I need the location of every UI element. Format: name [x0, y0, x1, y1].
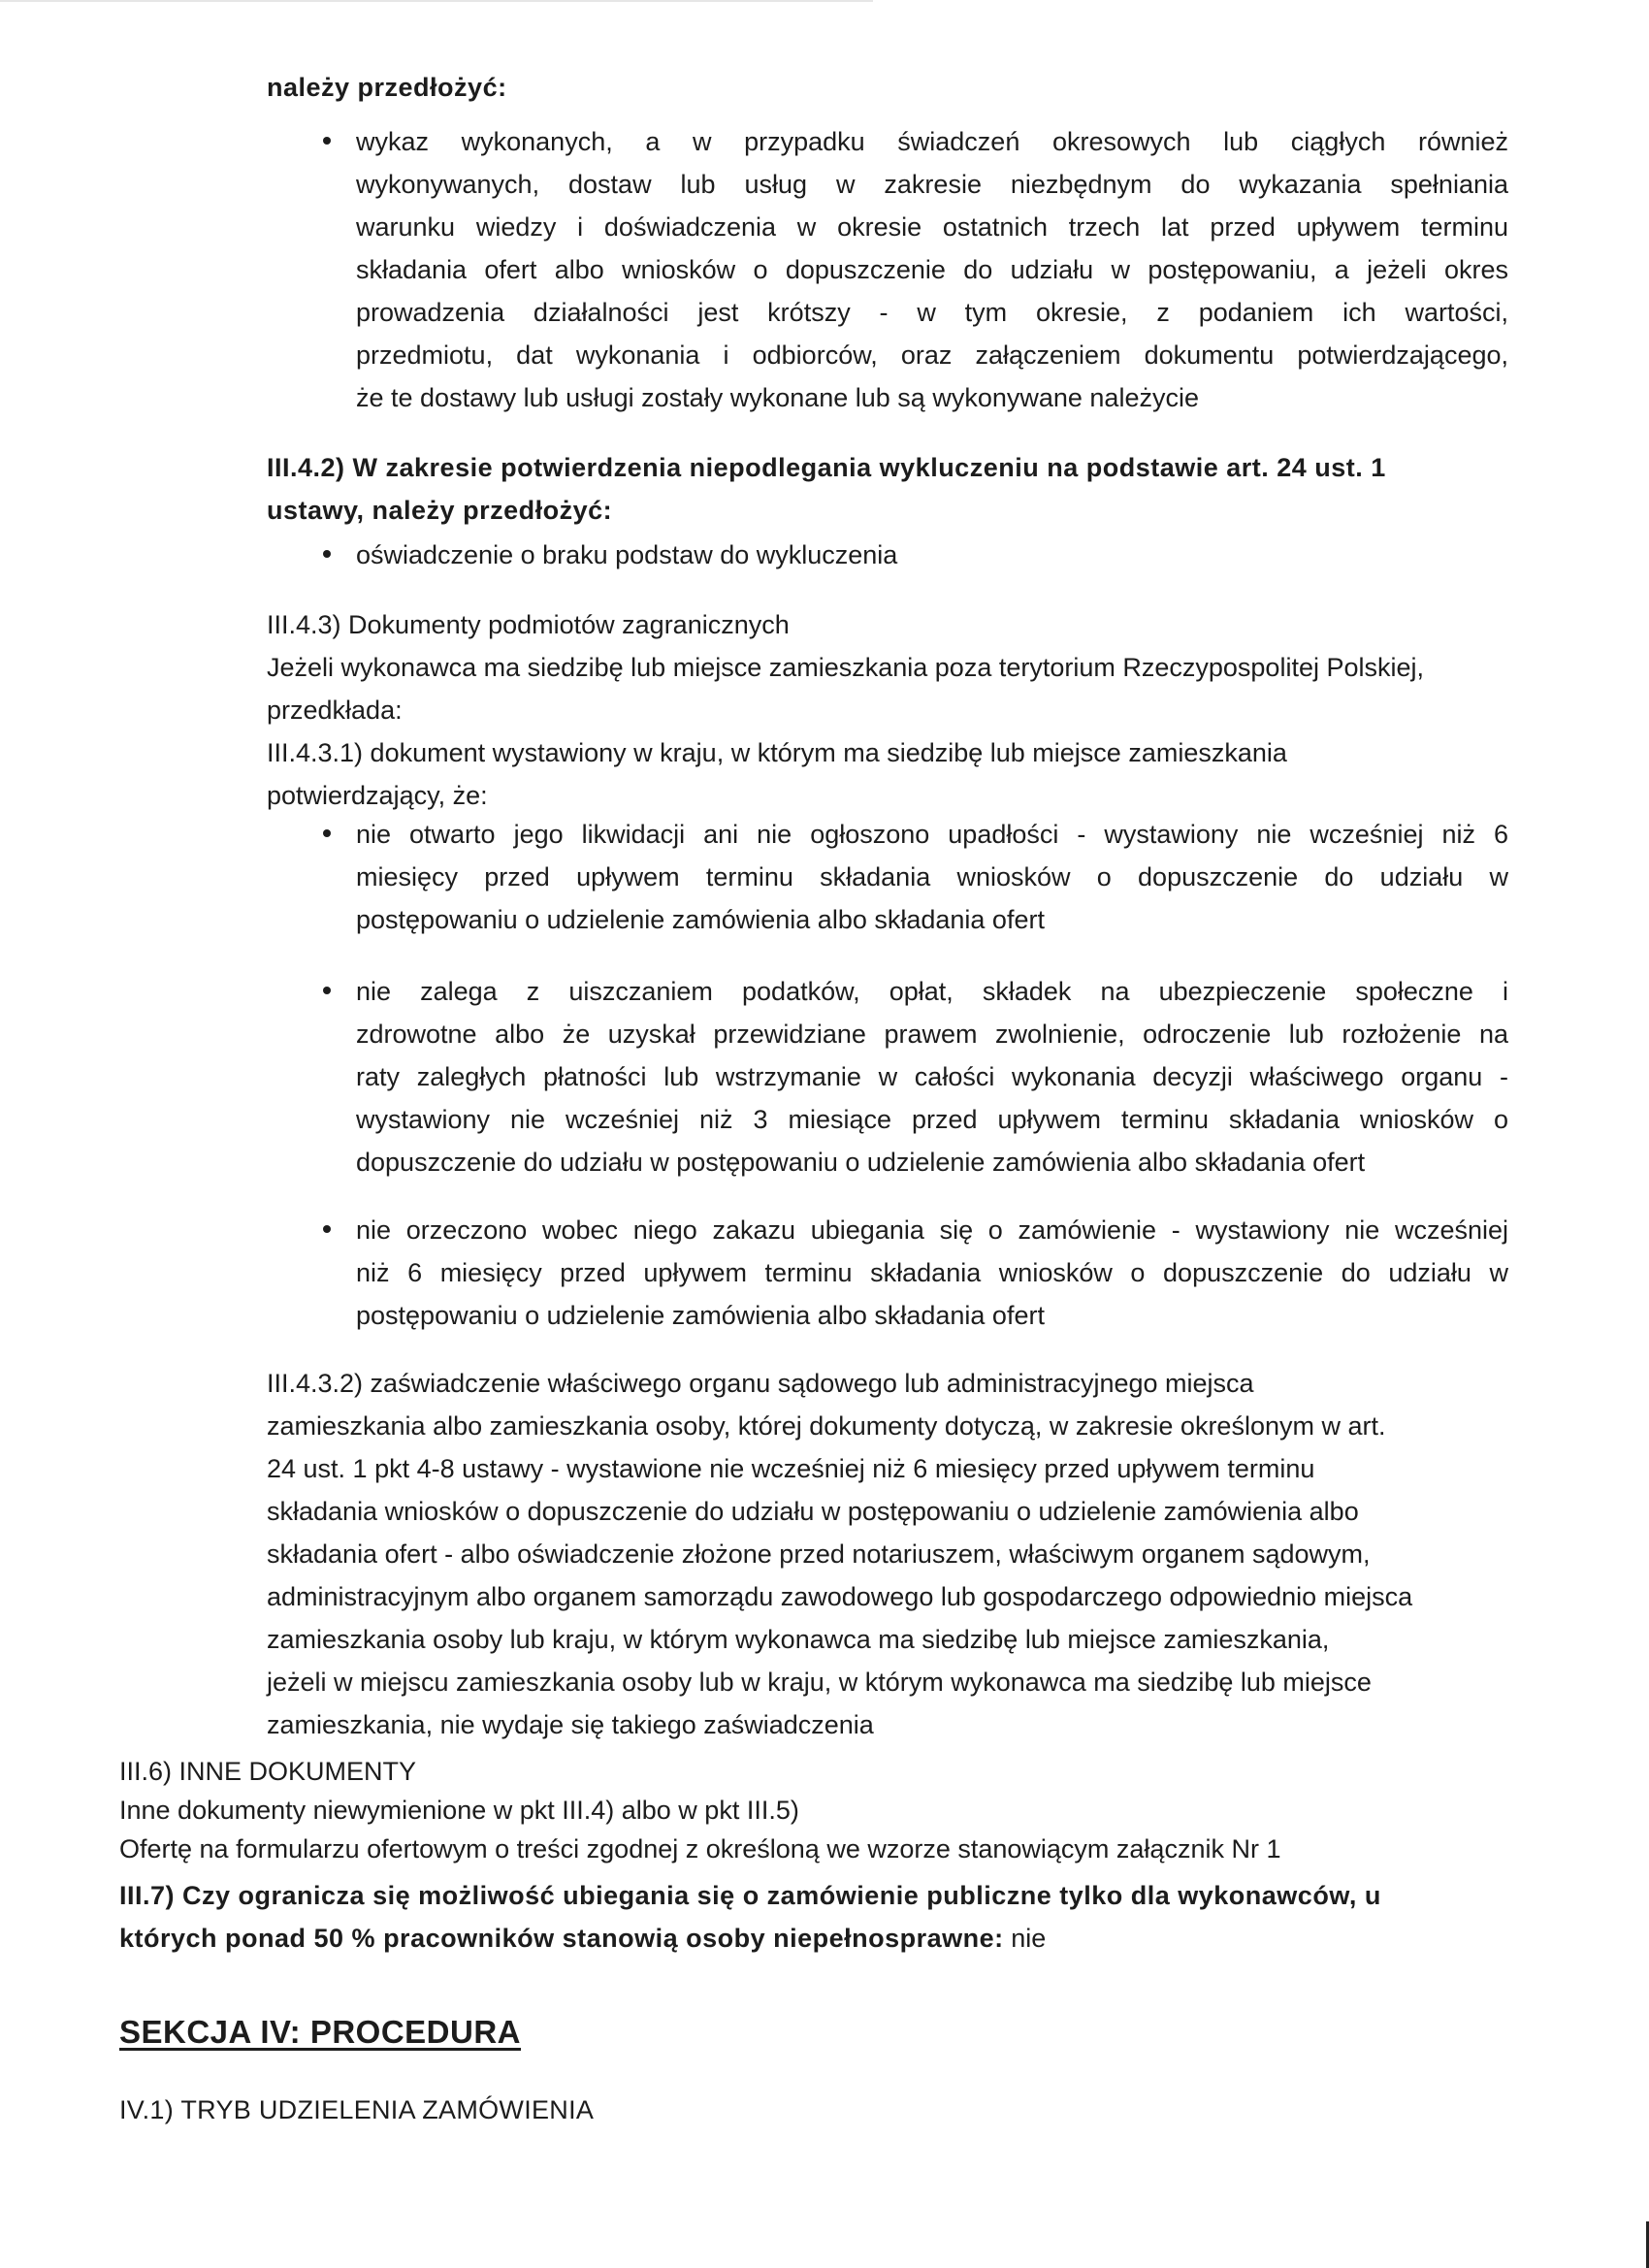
list-item-line: że te dostawy lub usługi zostały wykonane lub są wykonywane należycie	[356, 383, 1199, 412]
section-iii-7-question-cont	[119, 1917, 1555, 1960]
list-item-line: zdrowotne albo że uzyskał przewidziane prawem zwolnienie, odroczenie lub rozłożenie na	[356, 1020, 1508, 1049]
bullet-icon	[323, 137, 331, 145]
section-line: jeżeli w miejscu zamieszkania osoby lub w kraju, w którym wykonawca ma siedzibę lub miejsce	[267, 1668, 1372, 1697]
section-line: 24 ust. 1 pkt 4-8 ustawy - wystawione nie wcześniej niż 6 miesięcy przed upływem terminu	[267, 1454, 1315, 1483]
section-line: III.4.3.1) dokument wystawiony w kraju, w którym ma siedzibę lub miejsce zamieszkania	[267, 738, 1287, 767]
list-item-line: raty zaległych płatności lub wstrzymanie w całości wykonania decyzji właściwego organu -	[356, 1062, 1508, 1091]
bullet-icon	[323, 550, 331, 558]
list-item-line: prowadzenia działalności jest krótszy - w tym okresie, z podaniem ich wartości,	[356, 298, 1508, 327]
section-iii-4-3	[267, 603, 1528, 817]
section-iii-7	[119, 1874, 1555, 1960]
list-item-line: warunku wiedzy i doświadczenia w okresie ostatnich trzech lat przed upływem terminu	[356, 212, 1508, 242]
section-iii-4-2-heading: III.4.2) W zakresie potwierdzenia niepodlegania wykluczeniu na podstawie art. 24 ust. 1	[267, 453, 1386, 482]
section-iii-4-2-heading-cont: ustawy, należy przedłożyć:	[267, 496, 613, 525]
bullet-list-a	[315, 120, 1508, 419]
section-line: potwierdzający, że:	[267, 781, 488, 810]
list-item-line: postępowaniu o udzielenie zamówienia albo składania ofert	[356, 905, 1045, 934]
section-line: Inne dokumenty niewymienione w pkt III.4) albo w pkt III.5)	[119, 1796, 799, 1825]
section-line: III.4.3.2) zaświadczenie właściwego organu sądowego lub administracyjnego miejsca	[267, 1369, 1254, 1398]
section-iii-7-question-end: których ponad 50 % pracowników stanowią osoby niepełnosprawne:	[119, 1924, 1004, 1953]
section-iii-4-2	[267, 446, 1528, 532]
list-item-line: wykaz wykonanych, a w przypadku świadczeń okresowych lub ciągłych również	[356, 127, 1508, 156]
list-item-line: nie orzeczono wobec niego zakazu ubiegania się o zamówienie - wystawiony nie wcześniej	[356, 1215, 1508, 1245]
list-item-line: składania ofert albo wniosków o dopuszczenie do udziału w postępowaniu, a jeżeli okres	[356, 255, 1508, 284]
list-item	[315, 970, 1508, 1183]
section-iii-6-heading: III.6) INNE DOKUMENTY	[119, 1757, 417, 1786]
section-line: administracyjnym albo organem samorządu zawodowego lub gospodarczego odpowiednio miejsca	[267, 1582, 1413, 1611]
section-iii-7-answer: nie	[1003, 1924, 1047, 1953]
bullet-icon	[323, 1225, 331, 1233]
list-item-line: nie otwarto jego likwidacji ani nie ogłoszono upadłości - wystawiony nie wcześniej niż 6	[356, 820, 1508, 849]
list-item-line: nie zalega z uiszczaniem podatków, opłat, składek na ubezpieczenie społeczne i	[356, 977, 1508, 1006]
list-item-line: wykonywanych, dostaw lub usług w zakresie niezbędnym do wykazania spełniania	[356, 170, 1508, 199]
list-item-line: miesięcy przed upływem terminu składania wniosków o dopuszczenie do udziału w	[356, 862, 1508, 891]
section-iv-1-heading: IV.1) TRYB UDZIELENIA ZAMÓWIENIA	[119, 2095, 595, 2124]
list-item	[315, 1209, 1508, 1337]
list-item-line: wystawiony nie wcześniej niż 3 miesiące przed upływem terminu składania wniosków o	[356, 1105, 1508, 1134]
section-line: zamieszkania osoby lub kraju, w którym wykonawca ma siedzibę lub miejsce zamieszkania,	[267, 1625, 1330, 1654]
bullet-icon	[323, 987, 331, 994]
list-item	[315, 813, 1508, 941]
section-iii-4-3-2	[267, 1362, 1528, 1746]
list-item-line: oświadczenie o braku podstaw do wykluczenia	[356, 540, 898, 569]
bullet-list-b	[315, 1209, 1508, 1337]
section-line: III.4.3) Dokumenty podmiotów zagranicznych	[267, 610, 790, 639]
list-item-line: przedmiotu, dat wykonania i odbiorców, oraz załączeniem dokumentu potwierdzającego,	[356, 340, 1508, 370]
section-iv-heading: SEKCJA IV: PROCEDURA	[119, 2014, 522, 2050]
list-item-line: dopuszczenie do udziału w postępowaniu o udzielenie zamówienia albo składania ofert	[356, 1148, 1366, 1177]
section-iii-7-question: III.7) Czy ogranicza się możliwość ubiegania się o zamówienie publiczne tylko dla wykonawców, u	[119, 1881, 1381, 1910]
bullet-list-iii-4-2	[315, 534, 1508, 576]
scan-top-edge	[0, 0, 873, 2]
list-item	[315, 120, 1508, 419]
bullet-icon	[323, 829, 331, 837]
section-line: Jeżeli wykonawca ma siedzibę lub miejsce zamieszkania poza terytorium Rzeczypospolitej Polskiej,	[267, 653, 1424, 682]
section-line: zamieszkania, nie wydaje się takiego zaświadczenia	[267, 1710, 874, 1739]
section-line: przedkłada:	[267, 696, 403, 725]
list-item-line: niż 6 miesięcy przed upływem terminu składania wniosków o dopuszczenie do udziału w	[356, 1258, 1508, 1287]
section-iii-6	[119, 1752, 1555, 1868]
section-line: składania ofert - albo oświadczenie złożone przed notariuszem, właściwym organem sądowym,	[267, 1539, 1371, 1569]
section-line: zamieszkania albo zamieszkania osoby, której dokumenty dotyczą, w zakresie określonym w art.	[267, 1411, 1386, 1441]
section-line: składania wniosków o dopuszczenie do udziału w postępowaniu o udzielenie zamówienia albo	[267, 1497, 1359, 1526]
list-item-line: postępowaniu o udzielenie zamówienia albo składania ofert	[356, 1301, 1045, 1330]
section-line: Ofertę na formularzu ofertowym o treści zgodnej z określoną we wzorze stanowiącym załącznik Nr 1	[119, 1834, 1281, 1863]
intro-heading: należy przedłożyć:	[267, 73, 507, 102]
bullet-list-b	[315, 813, 1508, 941]
bullet-list-b	[315, 970, 1508, 1183]
list-item	[315, 534, 1508, 576]
